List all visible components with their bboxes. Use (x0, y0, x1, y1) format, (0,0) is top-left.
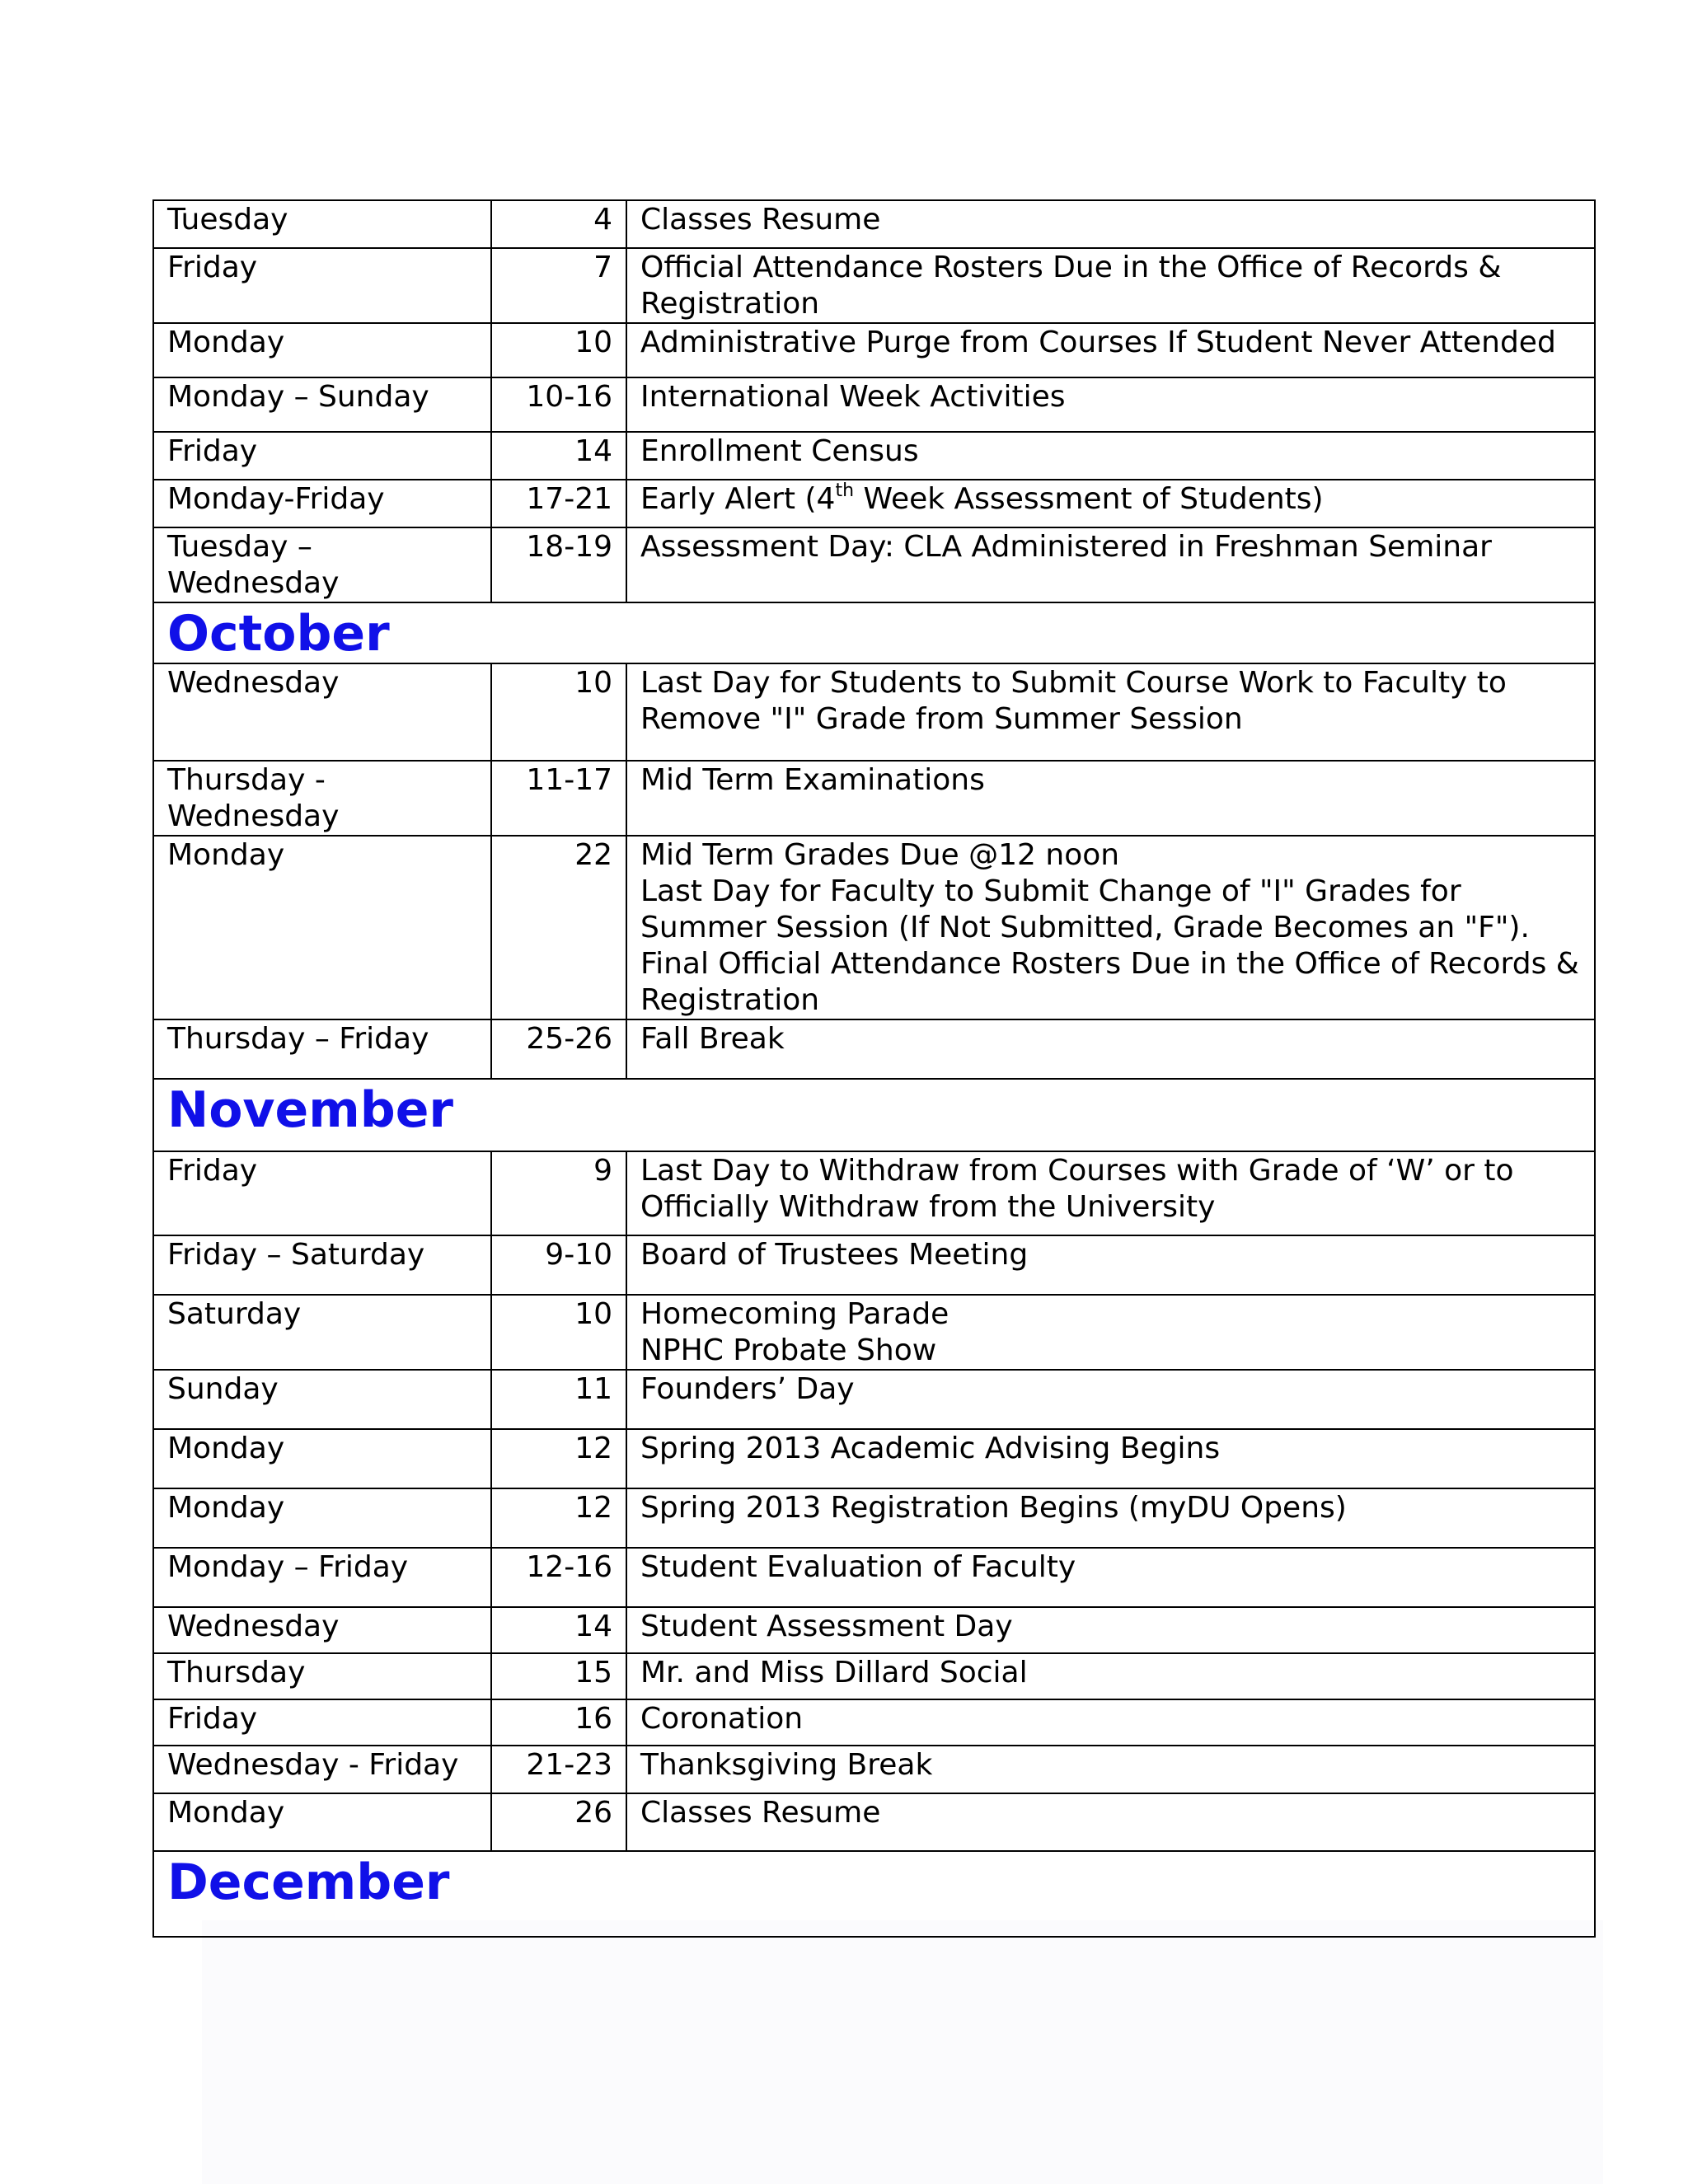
day-cell: Friday (153, 248, 491, 323)
event-text: Last Day to Withdraw from Courses with Grade of ‘W’ or to Officially Withdraw from the University (640, 1154, 1514, 1224)
event-text: Last Day for Students to Submit Course Work to Faculty to Remove "I" Grade from Summer Session (640, 666, 1507, 736)
date-cell: 9 (491, 1151, 626, 1235)
table-row (153, 1699, 1595, 1746)
event-text: Week Assessment of Students) (854, 482, 1324, 516)
event-text: Founders’ Day (640, 1372, 855, 1406)
date-cell: 25-26 (491, 1019, 626, 1079)
date-cell: 10 (491, 663, 626, 761)
event-text: Final Official Attendance Rosters Due in the Office of Records & Registration (640, 947, 1579, 1017)
table-row (153, 432, 1595, 480)
event-cell (626, 1370, 1595, 1429)
date-cell: 11-17 (491, 761, 626, 836)
month-row (153, 1851, 1595, 1937)
date-cell: 14 (491, 432, 626, 480)
date-cell: 15 (491, 1653, 626, 1699)
month-heading: December (153, 1851, 1595, 1937)
event-text: Early Alert (4 (640, 482, 836, 516)
date-cell: 16 (491, 1699, 626, 1746)
table-row (153, 1235, 1595, 1295)
date-cell: 22 (491, 836, 626, 1019)
event-cell (626, 1746, 1595, 1793)
day-cell: Monday (153, 1793, 491, 1851)
event-cell (626, 1429, 1595, 1488)
event-cell (626, 377, 1595, 432)
table-row (153, 836, 1595, 1019)
event-text: Classes Resume (640, 1796, 881, 1830)
event-text: Student Assessment Day (640, 1610, 1013, 1643)
date-cell: 10 (491, 323, 626, 377)
table-row (153, 1746, 1595, 1793)
event-text: Administrative Purge from Courses If Student Never Attended (640, 326, 1556, 359)
date-cell: 4 (491, 200, 626, 248)
event-cell (626, 1548, 1595, 1607)
event-text: International Week Activities (640, 380, 1066, 414)
event-text: Spring 2013 Academic Advising Begins (640, 1432, 1221, 1465)
event-text: Last Day for Faculty to Submit Change of "I" Grades for Summer Session (If Not Submitted, Grade Becomes an "F"). (640, 874, 1530, 944)
event-text: Coronation (640, 1702, 804, 1736)
event-cell (626, 200, 1595, 248)
event-text: Spring 2013 Registration Begins (myDU Opens) (640, 1491, 1347, 1525)
event-cell (626, 480, 1595, 527)
date-cell: 17-21 (491, 480, 626, 527)
date-cell: 12 (491, 1429, 626, 1488)
table-row (153, 527, 1595, 602)
table-row (153, 248, 1595, 323)
date-cell: 12-16 (491, 1548, 626, 1607)
event-cell (626, 1699, 1595, 1746)
event-cell (626, 248, 1595, 323)
event-cell (626, 527, 1595, 602)
event-cell (626, 836, 1595, 1019)
table-row (153, 1429, 1595, 1488)
event-text: Enrollment Census (640, 434, 919, 468)
event-text: Mid Term Grades Due @12 noon (640, 838, 1120, 872)
table-row (153, 1370, 1595, 1429)
event-cell (626, 1151, 1595, 1235)
date-cell: 7 (491, 248, 626, 323)
date-cell: 18-19 (491, 527, 626, 602)
event-cell (626, 761, 1595, 836)
date-cell: 14 (491, 1607, 626, 1653)
event-text: Assessment Day: CLA Administered in Freshman Seminar (640, 530, 1492, 564)
day-cell: Monday-Friday (153, 480, 491, 527)
day-cell: Wednesday (153, 663, 491, 761)
event-cell (626, 323, 1595, 377)
event-cell (626, 1793, 1595, 1851)
table-row (153, 1019, 1595, 1079)
event-cell (626, 432, 1595, 480)
day-cell: Saturday (153, 1295, 491, 1370)
event-text: Homecoming Parade (640, 1297, 950, 1331)
day-cell: Wednesday - Friday (153, 1746, 491, 1793)
date-cell: 11 (491, 1370, 626, 1429)
event-cell (626, 1488, 1595, 1548)
event-text: Classes Resume (640, 203, 881, 237)
date-cell: 26 (491, 1793, 626, 1851)
date-cell: 10-16 (491, 377, 626, 432)
day-cell: Friday (153, 1699, 491, 1746)
day-cell: Thursday – Friday (153, 1019, 491, 1079)
table-row (153, 1793, 1595, 1851)
event-text: Board of Trustees Meeting (640, 1238, 1029, 1272)
date-cell: 9-10 (491, 1235, 626, 1295)
table-row (153, 761, 1595, 836)
month-row (153, 602, 1595, 663)
day-cell: Tuesday (153, 200, 491, 248)
table-row (153, 377, 1595, 432)
page-shade (202, 1920, 1603, 2184)
date-cell: 10 (491, 1295, 626, 1370)
event-cell (626, 1653, 1595, 1699)
table-row (153, 1151, 1595, 1235)
month-row (153, 1079, 1595, 1151)
month-heading: November (153, 1079, 1595, 1151)
table-row (153, 200, 1595, 248)
day-cell: Thursday - Wednesday (153, 761, 491, 836)
day-cell: Tuesday – Wednesday (153, 527, 491, 602)
day-cell: Sunday (153, 1370, 491, 1429)
ordinal-suffix: th (835, 480, 855, 501)
day-cell: Friday – Saturday (153, 1235, 491, 1295)
academic-calendar-table (152, 199, 1596, 1938)
day-cell: Monday (153, 836, 491, 1019)
day-cell: Monday – Sunday (153, 377, 491, 432)
table-row (153, 1548, 1595, 1607)
day-cell: Monday – Friday (153, 1548, 491, 1607)
event-text: Student Evaluation of Faculty (640, 1550, 1076, 1584)
table-row (153, 1607, 1595, 1653)
table-row (153, 1488, 1595, 1548)
date-cell: 21-23 (491, 1746, 626, 1793)
event-text: Fall Break (640, 1022, 785, 1056)
day-cell: Monday (153, 1429, 491, 1488)
day-cell: Wednesday (153, 1607, 491, 1653)
event-cell (626, 1235, 1595, 1295)
date-cell: 12 (491, 1488, 626, 1548)
table-row (153, 663, 1595, 761)
event-cell (626, 1019, 1595, 1079)
event-cell (626, 1295, 1595, 1370)
table-row (153, 1295, 1595, 1370)
day-cell: Monday (153, 323, 491, 377)
day-cell: Monday (153, 1488, 491, 1548)
day-cell: Friday (153, 1151, 491, 1235)
event-text: Mr. and Miss Dillard Social (640, 1656, 1028, 1690)
table-row (153, 323, 1595, 377)
event-cell (626, 1607, 1595, 1653)
day-cell: Friday (153, 432, 491, 480)
event-text: Thanksgiving Break (640, 1748, 933, 1782)
table-row (153, 480, 1595, 527)
event-text: NPHC Probate Show (640, 1333, 937, 1367)
month-heading: October (153, 602, 1595, 663)
day-cell: Thursday (153, 1653, 491, 1699)
event-text: Mid Term Examinations (640, 763, 985, 797)
event-text: Official Attendance Rosters Due in the Office of Records & Registration (640, 251, 1502, 321)
table-row (153, 1653, 1595, 1699)
calendar-body (153, 200, 1595, 1937)
event-cell (626, 663, 1595, 761)
